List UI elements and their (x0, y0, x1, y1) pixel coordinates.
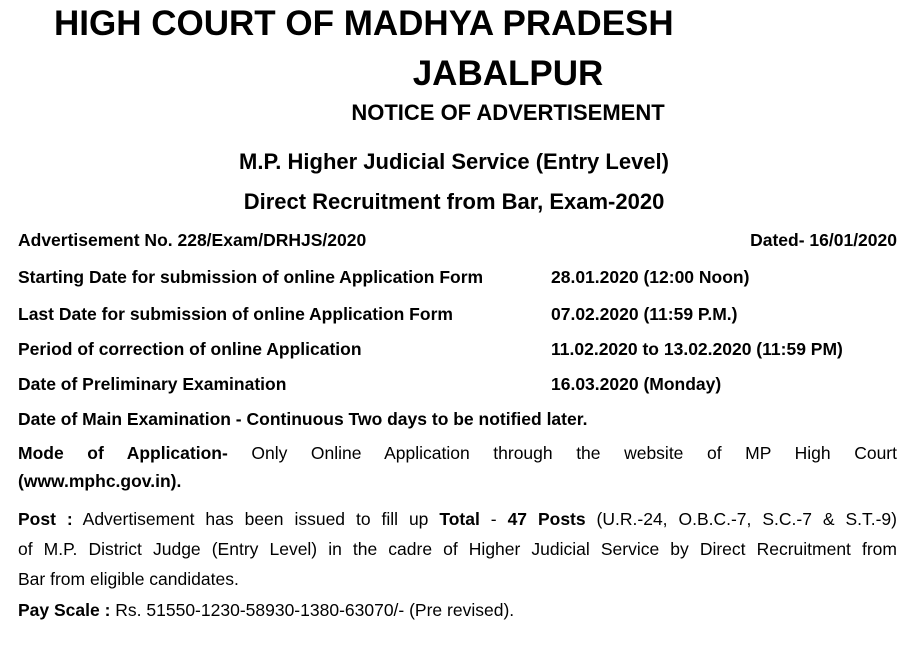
schedule-label-last: Last Date for submission of online Application Form (18, 304, 453, 324)
post-label: Post : (18, 509, 73, 529)
mode-line-1 (18, 438, 897, 468)
post-line-1 (18, 504, 897, 534)
advertisement-date: Dated- 16/01/2020 (750, 230, 897, 250)
post-text-1: Advertisement has been issued to fill up (72, 509, 440, 529)
post-count: 47 Posts (507, 509, 586, 529)
schedule-label-start: Starting Date for submission of online Application Form (18, 267, 484, 287)
advertisement-number: Advertisement No. 228/Exam/DRHJS/2020 (18, 230, 367, 250)
post-line-2: of M.P. District Judge (Entry Level) in the cadre of Higher Judicial Service by Direct Recruitment from (18, 539, 897, 559)
exam-title: Direct Recruitment from Bar, Exam-2020 (243, 189, 665, 214)
post-dash: - (479, 509, 508, 529)
mode-of-application (18, 438, 897, 496)
main-exam-note: Date of Main Examination - Continuous Two days to be notified later. (18, 409, 588, 429)
post-paragraph (18, 504, 897, 594)
court-title: HIGH COURT OF MADHYA PRADESH (54, 4, 674, 43)
service-title: M.P. Higher Judicial Service (Entry Level) (239, 149, 669, 174)
pay-scale (18, 595, 897, 625)
schedule-value-start: 28.01.2020 (12:00 Noon) (551, 267, 750, 287)
schedule-label-correction: Period of correction of online Application (18, 339, 362, 359)
schedule-value-last: 07.02.2020 (11:59 P.M.) (551, 304, 738, 324)
mode-website: (www.mphc.gov.in). (18, 471, 182, 491)
schedule-value-prelim: 16.03.2020 (Monday) (551, 374, 722, 394)
schedule-label-prelim: Date of Preliminary Examination (18, 374, 287, 394)
schedule-value-correction: 11.02.2020 to 13.02.2020 (11:59 PM) (551, 339, 843, 359)
mode-text-1: Only Online Application through the website of MP High Court (227, 443, 897, 463)
post-line-3: Bar from eligible candidates. (18, 569, 239, 589)
post-text-2: (U.R.-24, O.B.C.-7, S.C.-7 & S.T.-9) (585, 509, 897, 529)
notice-title: NOTICE OF ADVERTISEMENT (351, 100, 665, 125)
pay-text: Rs. 51550-1230-58930-1380-63070/- (Pre revised). (110, 600, 515, 620)
post-total: Total (439, 509, 480, 529)
pay-label: Pay Scale : (18, 600, 111, 620)
city-title: JABALPUR (412, 54, 604, 93)
mode-label: Mode of Application- (18, 443, 228, 463)
